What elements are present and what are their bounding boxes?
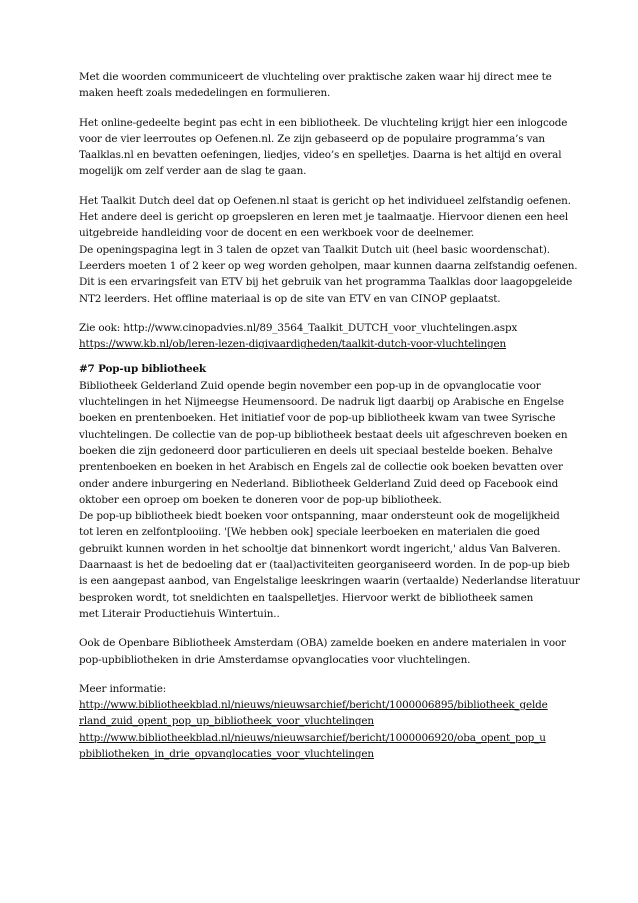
text-line: voor de vier leerroutes op Oefenen.nl. Ze zijn gebaseerd op de populaire programma’s van	[79, 132, 545, 145]
section-heading: #7 Pop-up bibliotheek	[79, 363, 206, 376]
paragraph-online-part	[79, 115, 568, 180]
text-line: Bibliotheek Gelderland Zuid opende begin november een pop-up in de opvanglocatie voor	[79, 379, 541, 392]
bibliotheekblad-gelderland-link[interactable]: http://www.bibliotheekblad.nl/nieuws/nieuwsarchief/bericht/1000006895/bibliotheek_gelde	[79, 699, 548, 712]
more-info-label: Meer informatie:	[79, 682, 167, 695]
see-also-line: Zie ook: http://www.cinopadvies.nl/89_3564_Taalkit_DUTCH_voor_vluchtelingen.aspx	[79, 321, 518, 334]
text-line: maken heeft zoals mededelingen en formulieren.	[79, 87, 331, 100]
bibliotheekblad-oba-link[interactable]: http://www.bibliotheekblad.nl/nieuws/nieuwsarchief/bericht/1000006920/oba_opent_pop_u	[79, 731, 546, 744]
paragraph-taalkit-dutch	[79, 193, 578, 307]
text-line: Ook de Openbare Bibliotheek Amsterdam (OBA) zamelde boeken en andere materialen in voor	[79, 637, 566, 650]
paragraph-communication	[79, 69, 568, 102]
text-line: De pop-up bibliotheek biedt boeken voor ontspanning, maar ondersteunt ook de mogelijkheid	[79, 510, 560, 523]
section-popup-library	[79, 361, 580, 622]
text-line: is een aangepast aanbod, van Engelstalige leeskringen waarin (vertaalde) Nederlandse literatuur	[79, 575, 580, 588]
text-line: NT2 leerders. Het offline materiaal is op de site van ETV en van CINOP geplaatst.	[79, 292, 501, 305]
text-line: Taalklas.nl en bevatten oefeningen, liedjes, video’s en spelletjes. Daarna is het altijd en overal	[79, 149, 562, 162]
text-line: vluchtelingen. De collectie van de pop-up bibliotheek bestaat deels uit afgeschreven boeken en	[79, 428, 568, 441]
text-line: Leerders moeten 1 of 2 keer op weg worden geholpen, maar kunnen daarna zelfstandig oefenen.	[79, 259, 578, 272]
text-line: Met die woorden communiceert de vluchteling over praktische zaken waar hij direct mee te	[79, 71, 552, 83]
paragraph-oba	[79, 635, 568, 668]
text-line: uitgebreide handleiding voor de docent en een werkboek voor de deelnemer.	[79, 227, 475, 240]
text-line: boeken die zijn gedoneerd door particulieren en deels uit speciaal bestelde boeken. Behalve	[79, 444, 553, 457]
text-line: besproken wordt, tot sneldichten en taalspelletjes. Hiervoor werkt de bibliotheek samen	[79, 591, 534, 604]
text-line: oktober een oproep om boeken te doneren voor de pop-up bibliotheek.	[79, 493, 442, 506]
paragraph-more-info	[79, 681, 568, 762]
bibliotheekblad-oba-link-cont[interactable]: pbibliotheken_in_drie_opvanglocaties_voor_vluchtelingen	[79, 747, 374, 760]
text-line: pop-upbibliotheken in drie Amsterdamse opvanglocaties voor vluchtelingen.	[79, 653, 471, 666]
text-line: De openingspagina legt in 3 talen de opzet van Taalkit Dutch uit (heel basic woordenschat).	[79, 243, 550, 256]
text-line: Het online-gedeelte begint pas echt in een bibliotheek. De vluchteling krijgt hier een inlogcode	[79, 116, 568, 129]
text-line: onder andere inburgering en Nederland. Bibliotheek Gelderland Zuid deed op Facebook eind	[79, 477, 559, 490]
text-line: tot leren en zelfontplooiing. '[We hebben ook] speciale leerboeken en materialen die goed	[79, 526, 540, 539]
text-line: prentenboeken en boeken in het Arabisch en Engels zal de collectie ook boeken bevatten over	[79, 461, 563, 474]
text-line: vluchtelingen in het Nijmeegse Heumensoord. De nadruk ligt daarbij op Arabische en Engelse	[79, 396, 564, 409]
text-line: Daarnaast is het de bedoeling dat er (taal)activiteiten georganiseerd worden. In de pop-up bieb	[79, 559, 570, 572]
bibliotheekblad-gelderland-link-cont[interactable]: rland_zuid_opent_pop_up_bibliotheek_voor_vluchtelingen	[79, 715, 374, 728]
kb-taalkit-link[interactable]: https://www.kb.nl/ob/leren-lezen-digivaardigheden/taalkit-dutch-voor-vluchtelingen	[79, 338, 507, 351]
text-line: met Literair Productiehuis Wintertuin..	[79, 607, 280, 620]
text-line: boeken en prentenboeken. Het initiatief voor de pop-up bibliotheek kwam van twee Syrische	[79, 412, 556, 425]
text-line: Het andere deel is gericht op groepsleren en leren met je taalmaatje. Hiervoor dienen een heel	[79, 211, 568, 224]
text-line: Het Taalkit Dutch deel dat op Oefenen.nl staat is gericht op het individueel zelfstandig oefenen.	[79, 194, 571, 207]
paragraph-see-also	[79, 320, 568, 353]
text-line: mogelijk om zelf verder aan de slag te gaan.	[79, 165, 307, 178]
text-line: Dit is een ervaringsfeit van ETV bij het gebruik van het programma Taalklas door laagopgeleide	[79, 276, 573, 289]
text-line: gebruikt kunnen worden in het schooltje dat binnenkort wordt ingericht,' aldus Van Balveren.	[79, 542, 561, 555]
